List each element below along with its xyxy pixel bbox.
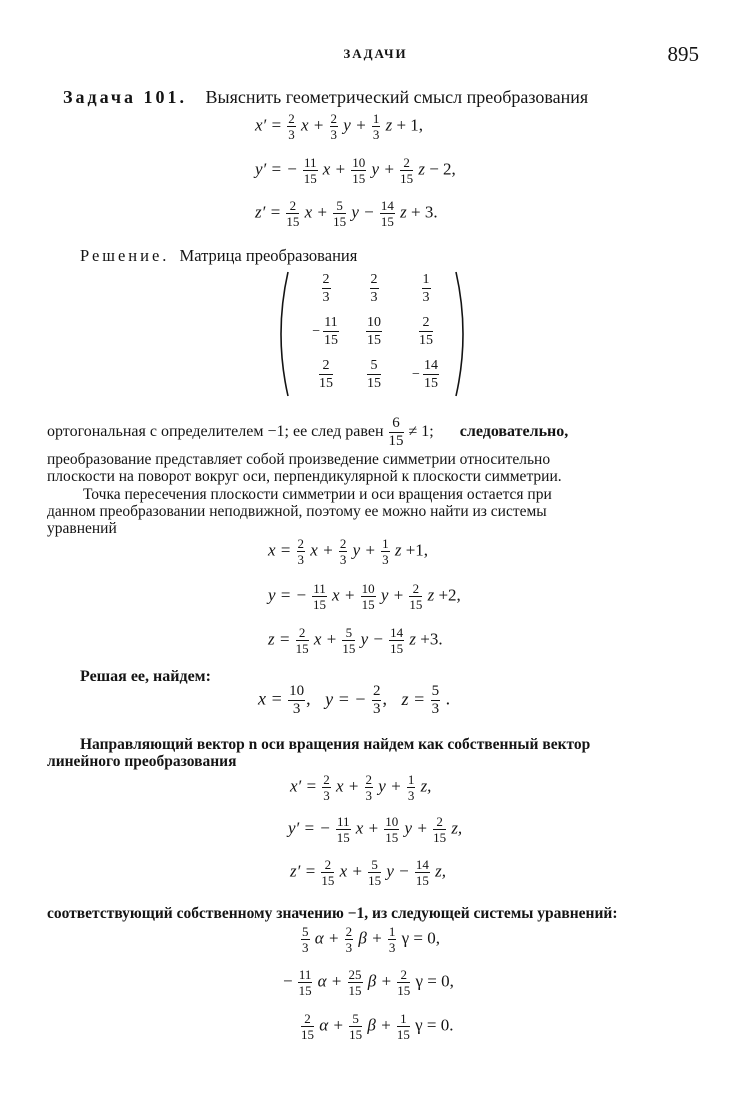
solution-line [80, 246, 357, 266]
system4-eq-3: $\frac{2}{15}$ α + $\frac{5}{15}$ β + $\frac{1}{15}$ γ = 0. [301, 1011, 454, 1042]
page-number: 895 [667, 42, 699, 66]
matrix-cell: $\frac{5}{15}$ [367, 358, 381, 391]
problem-label: Задача 101. [63, 87, 188, 107]
system4-eq-2: − $\frac{11}{15}$ α + $\frac{25}{15}$ β + $\frac{2}{15}$ γ = 0, [283, 967, 454, 998]
system2-eq-z: z = $\frac{2}{15}$ x + $\frac{5}{15}$ y − $\frac{14}{15}$ z +3. [268, 625, 443, 656]
matrix-cell: $\frac{2}{15}$ [419, 315, 433, 348]
transform1-eq-z: z′ = $\frac{2}{15}$ x + $\frac{5}{15}$ y − $\frac{14}{15}$ z + 3. [255, 198, 438, 229]
system3-eq-x: x′ = $\frac{2}{3}$ x + $\frac{2}{3}$ y + $\frac{1}{3}$ z, [290, 772, 432, 803]
system4-eq-1: $\frac{5}{3}$ α + $\frac{2}{3}$ β + $\frac{1}{3}$ γ = 0, [302, 924, 440, 955]
paragraph-2: Точка пересечения плоскости симметрии и оси вращения остается при данном преобразовании неподвижной, поэтому ее можно найти из системы уравнений [47, 486, 552, 537]
solving-text: Решая ее, найдем: [80, 668, 211, 685]
system3-eq-y: y′ = − $\frac{11}{15}$ x + $\frac{10}{15}$ y + $\frac{2}{15}$ z, [288, 814, 463, 845]
matrix-cell: − $\frac{11}{15}$ [312, 315, 338, 348]
direction-text: Направляющий вектор n оси вращения найдем как собственный вектор [80, 736, 591, 753]
problem-line [63, 87, 588, 108]
matrix-cell: − $\frac{14}{15}$ [412, 358, 438, 391]
system2-eq-y: y = − $\frac{11}{15}$ x + $\frac{10}{15}$ y + $\frac{2}{15}$ z +2, [268, 581, 461, 612]
matrix-cell: $\frac{1}{3}$ [422, 272, 430, 305]
system3-eq-z: z′ = $\frac{2}{15}$ x + $\frac{5}{15}$ y − $\frac{14}{15}$ z, [290, 857, 446, 888]
matrix-cell: $\frac{2}{3}$ [322, 272, 330, 305]
transformation-matrix [272, 268, 472, 400]
problem-text: Выяснить геометрический смысл преобразования [205, 87, 589, 107]
paragraph-1: преобразование представляет собой произведение симметрии относительно плоскости на поворот вокруг оси, перпендикулярной к плоскости симметрии. [47, 451, 562, 485]
solution-label: Решение. [80, 246, 170, 265]
solution-text: Матрица преобразования [179, 246, 358, 265]
matrix-cell: $\frac{10}{15}$ [367, 315, 381, 348]
eigen-text: соответствующий собственному значению −1, из следующей системы уравнений: [47, 905, 618, 922]
transform1-eq-y: y′ = − $\frac{11}{15}$ x + $\frac{10}{15}$ y + $\frac{2}{15}$ z − 2, [255, 155, 456, 186]
answer-values: x = $\frac{10}{3}$ , y = − $\frac{2}{3}$ , z = $\frac{5}{3}$ . [258, 683, 451, 717]
matrix-cell: $\frac{2}{3}$ [370, 272, 378, 305]
system2-eq-x: x = $\frac{2}{3}$ x + $\frac{2}{3}$ y + $\frac{1}{3}$ z +1, [268, 536, 429, 567]
running-header: ЗАДАЧИ [343, 46, 408, 61]
direction-text-2: линейного преобразования [47, 753, 237, 770]
matrix-cell: $\frac{2}{15}$ [319, 358, 333, 391]
transform1-eq-x: x′ = $\frac{2}{3}$ x + $\frac{2}{3}$ y + $\frac{1}{3}$ z + 1, [255, 111, 424, 142]
orth-line: ортогональная с определителем −1; ее след равен $\frac{6}{15}$ ≠ 1; следовательно, [47, 415, 569, 449]
